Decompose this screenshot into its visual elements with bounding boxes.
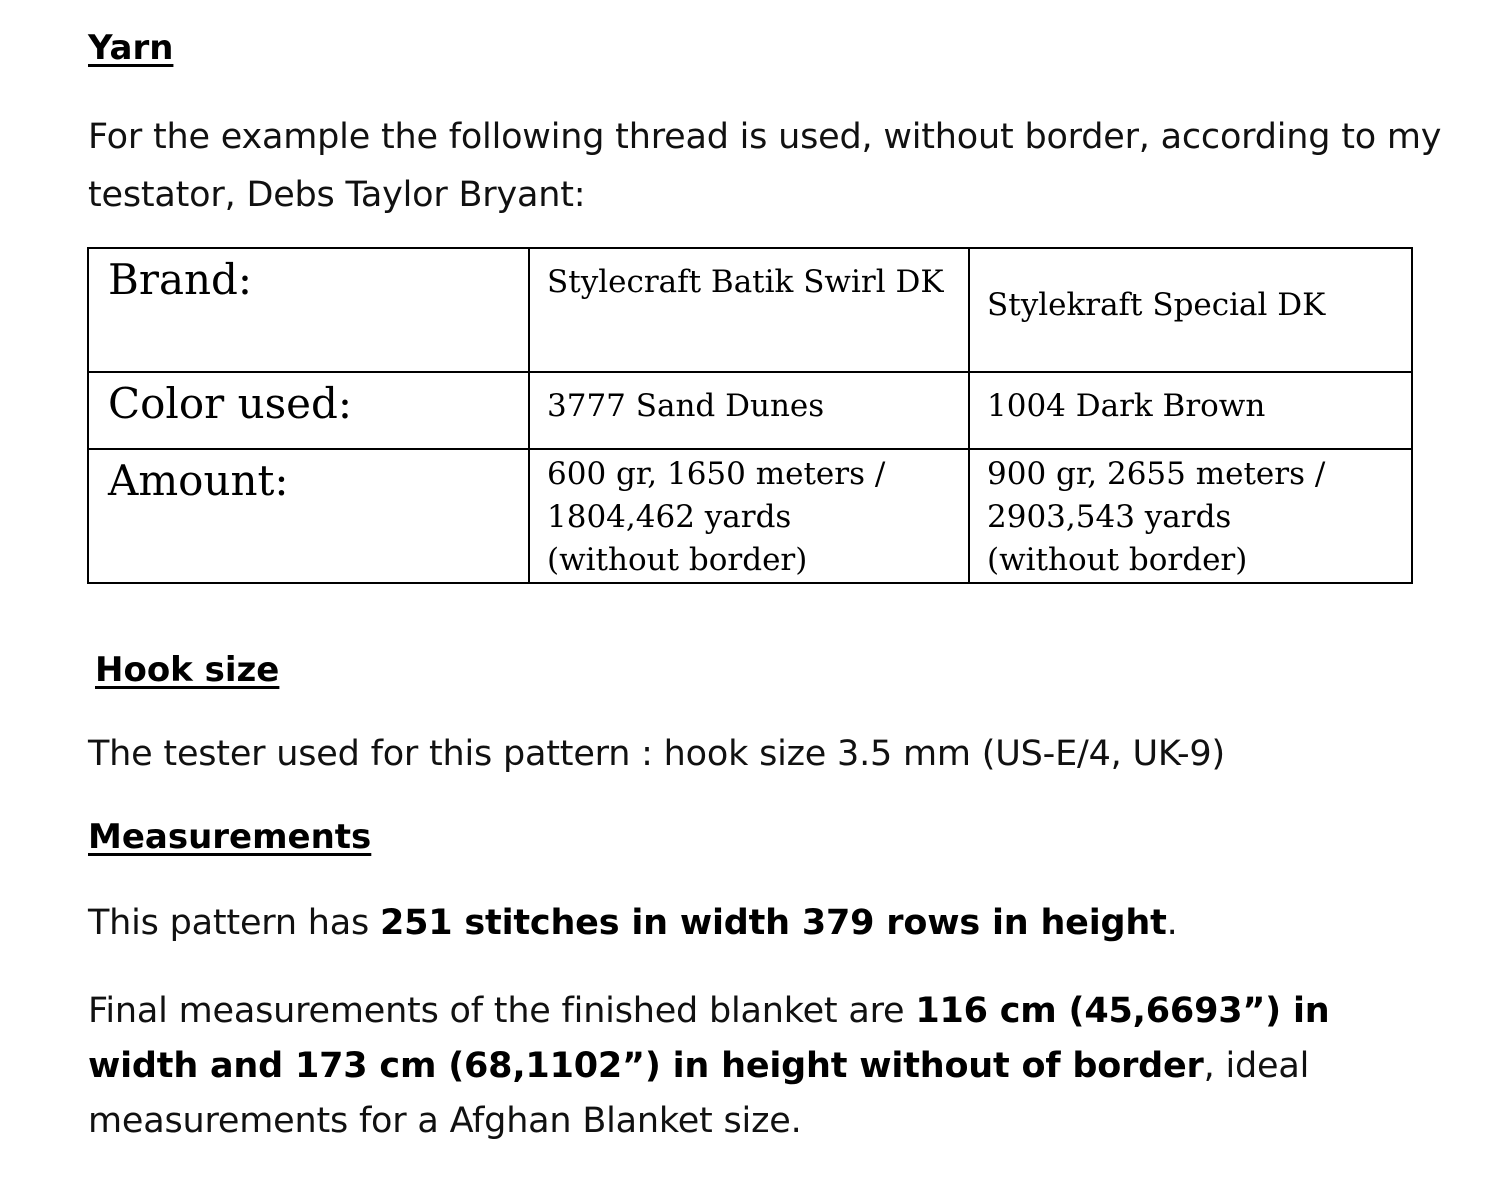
amount-label: Amount:: [88, 449, 529, 583]
amount-2-line-3: (without border): [987, 542, 1248, 578]
amount-1-line-1: 600 gr, 1650 meters /: [547, 456, 886, 492]
table-row-color: [88, 372, 1412, 449]
amount-2-line-2: 2903,543 yards: [987, 499, 1232, 535]
stitch-count-paragraph: [88, 898, 1178, 948]
amount-1-line-3: (without border): [547, 542, 808, 578]
final-measurements-lead: Final measurements of the finished blanket are: [88, 991, 916, 1031]
yarn-table: [87, 247, 1413, 584]
table-row-brand: [88, 248, 1412, 372]
amount-2-line-1: 900 gr, 2655 meters /: [987, 456, 1326, 492]
hook-size-paragraph: The tester used for this pattern : hook size 3.5 mm (US-E/4, UK-9): [88, 734, 1225, 774]
yarn-intro-paragraph: For the example the following thread is used, without border, according to my testator, Debs Taylor Bryant:: [88, 117, 1442, 215]
stitch-count-lead: This pattern has: [88, 903, 380, 943]
amount-1-line-2: 1804,462 yards: [547, 499, 792, 535]
color-label: Color used:: [88, 372, 529, 449]
brand-cell-2: Stylekraft Special DK: [969, 248, 1412, 372]
final-measurements-end: , ideal measurements for a Afghan Blanket size.: [88, 1046, 1310, 1141]
stitch-count-end: .: [1166, 903, 1178, 943]
final-measurements-bold: 116 cm (45,6693”) in width and 173 cm (68,1102”) in height without of border: [88, 991, 1330, 1086]
color-cell-1: 3777 Sand Dunes: [529, 372, 969, 449]
amount-cell-1: [529, 449, 969, 583]
amount-cell-2: [969, 449, 1412, 583]
final-measurements-paragraph: [88, 984, 1428, 1149]
table-row-amount: [88, 449, 1412, 583]
brand-cell-1: Stylecraft Batik Swirl DK: [529, 248, 969, 372]
stitch-count-bold: 251 stitches in width 379 rows in height: [379, 903, 1167, 943]
yarn-heading: Yarn: [88, 28, 174, 68]
measurements-heading: Measurements: [88, 817, 372, 857]
brand-label: Brand:: [88, 248, 529, 372]
color-cell-2: 1004 Dark Brown: [969, 372, 1412, 449]
hook-size-heading: Hook size: [95, 650, 280, 690]
